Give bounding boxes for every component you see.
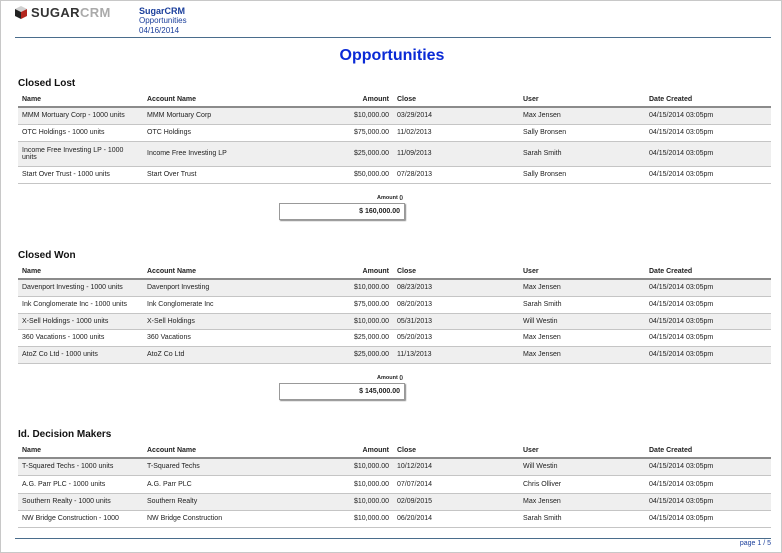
table-cell: $25,000.00 xyxy=(293,329,393,346)
report-meta xyxy=(139,6,187,36)
table-cell: 04/15/2014 03:05pm xyxy=(645,458,771,475)
column-header: User xyxy=(519,443,645,458)
table-cell: Max Jensen xyxy=(519,107,645,124)
table-cell: 04/15/2014 03:05pm xyxy=(645,493,771,510)
table-cell: Davenport Investing - 1000 units xyxy=(18,279,143,296)
table-cell: Income Free Investing LP xyxy=(143,141,293,166)
table-row xyxy=(18,329,771,346)
column-header: Close xyxy=(393,92,519,107)
section-total xyxy=(279,374,405,400)
table-cell: NW Bridge Construction xyxy=(143,510,293,527)
table-cell: 07/07/2014 xyxy=(393,475,519,493)
table-cell: 04/15/2014 03:05pm xyxy=(645,107,771,124)
table-cell: 360 Vacations - 1000 units xyxy=(18,329,143,346)
table-row xyxy=(18,107,771,124)
table-cell: Ink Conglomerate Inc xyxy=(143,296,293,313)
section-title: Closed Won xyxy=(18,250,76,261)
table-cell: 07/28/2013 xyxy=(393,166,519,183)
table-cell: Max Jensen xyxy=(519,329,645,346)
column-header: Name xyxy=(18,92,143,107)
table-row xyxy=(18,166,771,183)
table-cell: $50,000.00 xyxy=(293,166,393,183)
table-cell: A.G. Parr PLC xyxy=(143,475,293,493)
column-header: Amount xyxy=(293,92,393,107)
column-header: Name xyxy=(18,264,143,279)
table-cell: MMM Mortuary Corp - 1000 units xyxy=(18,107,143,124)
table-cell: $10,000.00 xyxy=(293,510,393,527)
table-cell: Max Jensen xyxy=(519,279,645,296)
table-cell: Max Jensen xyxy=(519,493,645,510)
total-label: Amount () xyxy=(377,375,403,381)
table-row xyxy=(18,346,771,363)
table-cell: 04/15/2014 03:05pm xyxy=(645,296,771,313)
table-cell: 11/02/2013 xyxy=(393,124,519,141)
page-footer xyxy=(15,538,771,547)
table-cell: 05/31/2013 xyxy=(393,313,519,329)
table-row xyxy=(18,313,771,329)
column-header: Close xyxy=(393,264,519,279)
table-cell: Will Westin xyxy=(519,313,645,329)
table-cell: OTC Holdings xyxy=(143,124,293,141)
table-row xyxy=(18,279,771,296)
total-amount: $ 160,000.00 xyxy=(279,203,405,220)
table-cell: T-Squared Techs - 1000 units xyxy=(18,458,143,475)
column-header: Account Name xyxy=(143,92,293,107)
report-date: 04/16/2014 xyxy=(139,26,180,35)
section-title: Id. Decision Makers xyxy=(18,429,112,440)
table-cell: $25,000.00 xyxy=(293,141,393,166)
table-cell: Sarah Smith xyxy=(519,141,645,166)
table-cell: 02/09/2015 xyxy=(393,493,519,510)
table-cell: $10,000.00 xyxy=(293,313,393,329)
table-cell: 11/13/2013 xyxy=(393,346,519,363)
table-cell: Start Over Trust xyxy=(143,166,293,183)
table-cell: Southern Realty - 1000 units xyxy=(18,493,143,510)
table-cell: MMM Mortuary Corp xyxy=(143,107,293,124)
column-header: Account Name xyxy=(143,443,293,458)
module-name: Opportunities xyxy=(139,16,187,25)
column-header: Name xyxy=(18,443,143,458)
column-header: Account Name xyxy=(143,264,293,279)
table-row xyxy=(18,141,771,166)
report-section xyxy=(18,250,771,364)
table-row xyxy=(18,493,771,510)
table-cell: Max Jensen xyxy=(519,346,645,363)
table-cell: 08/20/2013 xyxy=(393,296,519,313)
table-cell: $75,000.00 xyxy=(293,296,393,313)
table-cell: $10,000.00 xyxy=(293,279,393,296)
column-header: User xyxy=(519,92,645,107)
table-cell: OTC Holdings - 1000 units xyxy=(18,124,143,141)
table-cell: T-Squared Techs xyxy=(143,458,293,475)
section-total xyxy=(279,194,405,220)
opportunities-table xyxy=(18,92,771,184)
table-cell: 06/20/2014 xyxy=(393,510,519,527)
table-cell: 04/15/2014 03:05pm xyxy=(645,279,771,296)
table-cell: 04/15/2014 03:05pm xyxy=(645,141,771,166)
column-header: Date Created xyxy=(645,264,771,279)
table-cell: $25,000.00 xyxy=(293,346,393,363)
column-header: Amount xyxy=(293,264,393,279)
table-row xyxy=(18,296,771,313)
table-cell: Chris Olliver xyxy=(519,475,645,493)
table-cell: $10,000.00 xyxy=(293,475,393,493)
table-row xyxy=(18,510,771,527)
table-cell: 04/15/2014 03:05pm xyxy=(645,475,771,493)
table-cell: Income Free Investing LP - 1000 units xyxy=(18,141,143,166)
table-cell: 360 Vacations xyxy=(143,329,293,346)
table-cell: Davenport Investing xyxy=(143,279,293,296)
table-cell: Sally Bronsen xyxy=(519,166,645,183)
table-cell: 04/15/2014 03:05pm xyxy=(645,166,771,183)
report-title: Opportunities xyxy=(339,47,445,64)
table-cell: 05/20/2013 xyxy=(393,329,519,346)
table-cell: $75,000.00 xyxy=(293,124,393,141)
app-name: SugarCRM xyxy=(139,6,186,16)
table-cell: 10/12/2014 xyxy=(393,458,519,475)
table-cell: 04/15/2014 03:05pm xyxy=(645,329,771,346)
column-header: Date Created xyxy=(645,92,771,107)
column-header: Amount xyxy=(293,443,393,458)
table-cell: Start Over Trust - 1000 units xyxy=(18,166,143,183)
page-number: page 1 / 5 xyxy=(739,540,771,547)
report-section xyxy=(18,429,771,528)
sugarcrm-logo: SUGARCRM xyxy=(15,5,111,20)
table-cell: Sally Bronsen xyxy=(519,124,645,141)
table-cell: AtoZ Co Ltd - 1000 units xyxy=(18,346,143,363)
table-cell: X-Sell Holdings xyxy=(143,313,293,329)
section-title: Closed Lost xyxy=(18,78,76,89)
column-header: Date Created xyxy=(645,443,771,458)
table-cell: Southern Realty xyxy=(143,493,293,510)
table-cell: Ink Conglomerate Inc - 1000 units xyxy=(18,296,143,313)
table-row xyxy=(18,458,771,475)
total-amount: $ 145,000.00 xyxy=(279,383,405,400)
table-cell: A.G. Parr PLC - 1000 units xyxy=(18,475,143,493)
table-cell: NW Bridge Construction - 1000 xyxy=(18,510,143,527)
table-cell: AtoZ Co Ltd xyxy=(143,346,293,363)
table-cell: Sarah Smith xyxy=(519,510,645,527)
opportunities-table xyxy=(18,443,771,528)
table-cell: 04/15/2014 03:05pm xyxy=(645,346,771,363)
table-cell: $10,000.00 xyxy=(293,107,393,124)
cube-icon xyxy=(15,6,27,19)
table-cell: $10,000.00 xyxy=(293,493,393,510)
total-label: Amount () xyxy=(377,195,403,201)
column-header: User xyxy=(519,264,645,279)
table-cell: 04/15/2014 03:05pm xyxy=(645,510,771,527)
table-cell: Will Westin xyxy=(519,458,645,475)
table-cell: 04/15/2014 03:05pm xyxy=(645,124,771,141)
table-cell: X-Sell Holdings - 1000 units xyxy=(18,313,143,329)
report-section xyxy=(18,78,771,184)
report-header xyxy=(15,5,771,38)
table-cell: 08/23/2013 xyxy=(393,279,519,296)
table-row xyxy=(18,124,771,141)
table-cell: 03/29/2014 xyxy=(393,107,519,124)
table-cell: 11/09/2013 xyxy=(393,141,519,166)
table-cell: 04/15/2014 03:05pm xyxy=(645,313,771,329)
table-cell: $10,000.00 xyxy=(293,458,393,475)
column-header: Close xyxy=(393,443,519,458)
table-row xyxy=(18,475,771,493)
opportunities-table xyxy=(18,264,771,364)
table-cell: Sarah Smith xyxy=(519,296,645,313)
